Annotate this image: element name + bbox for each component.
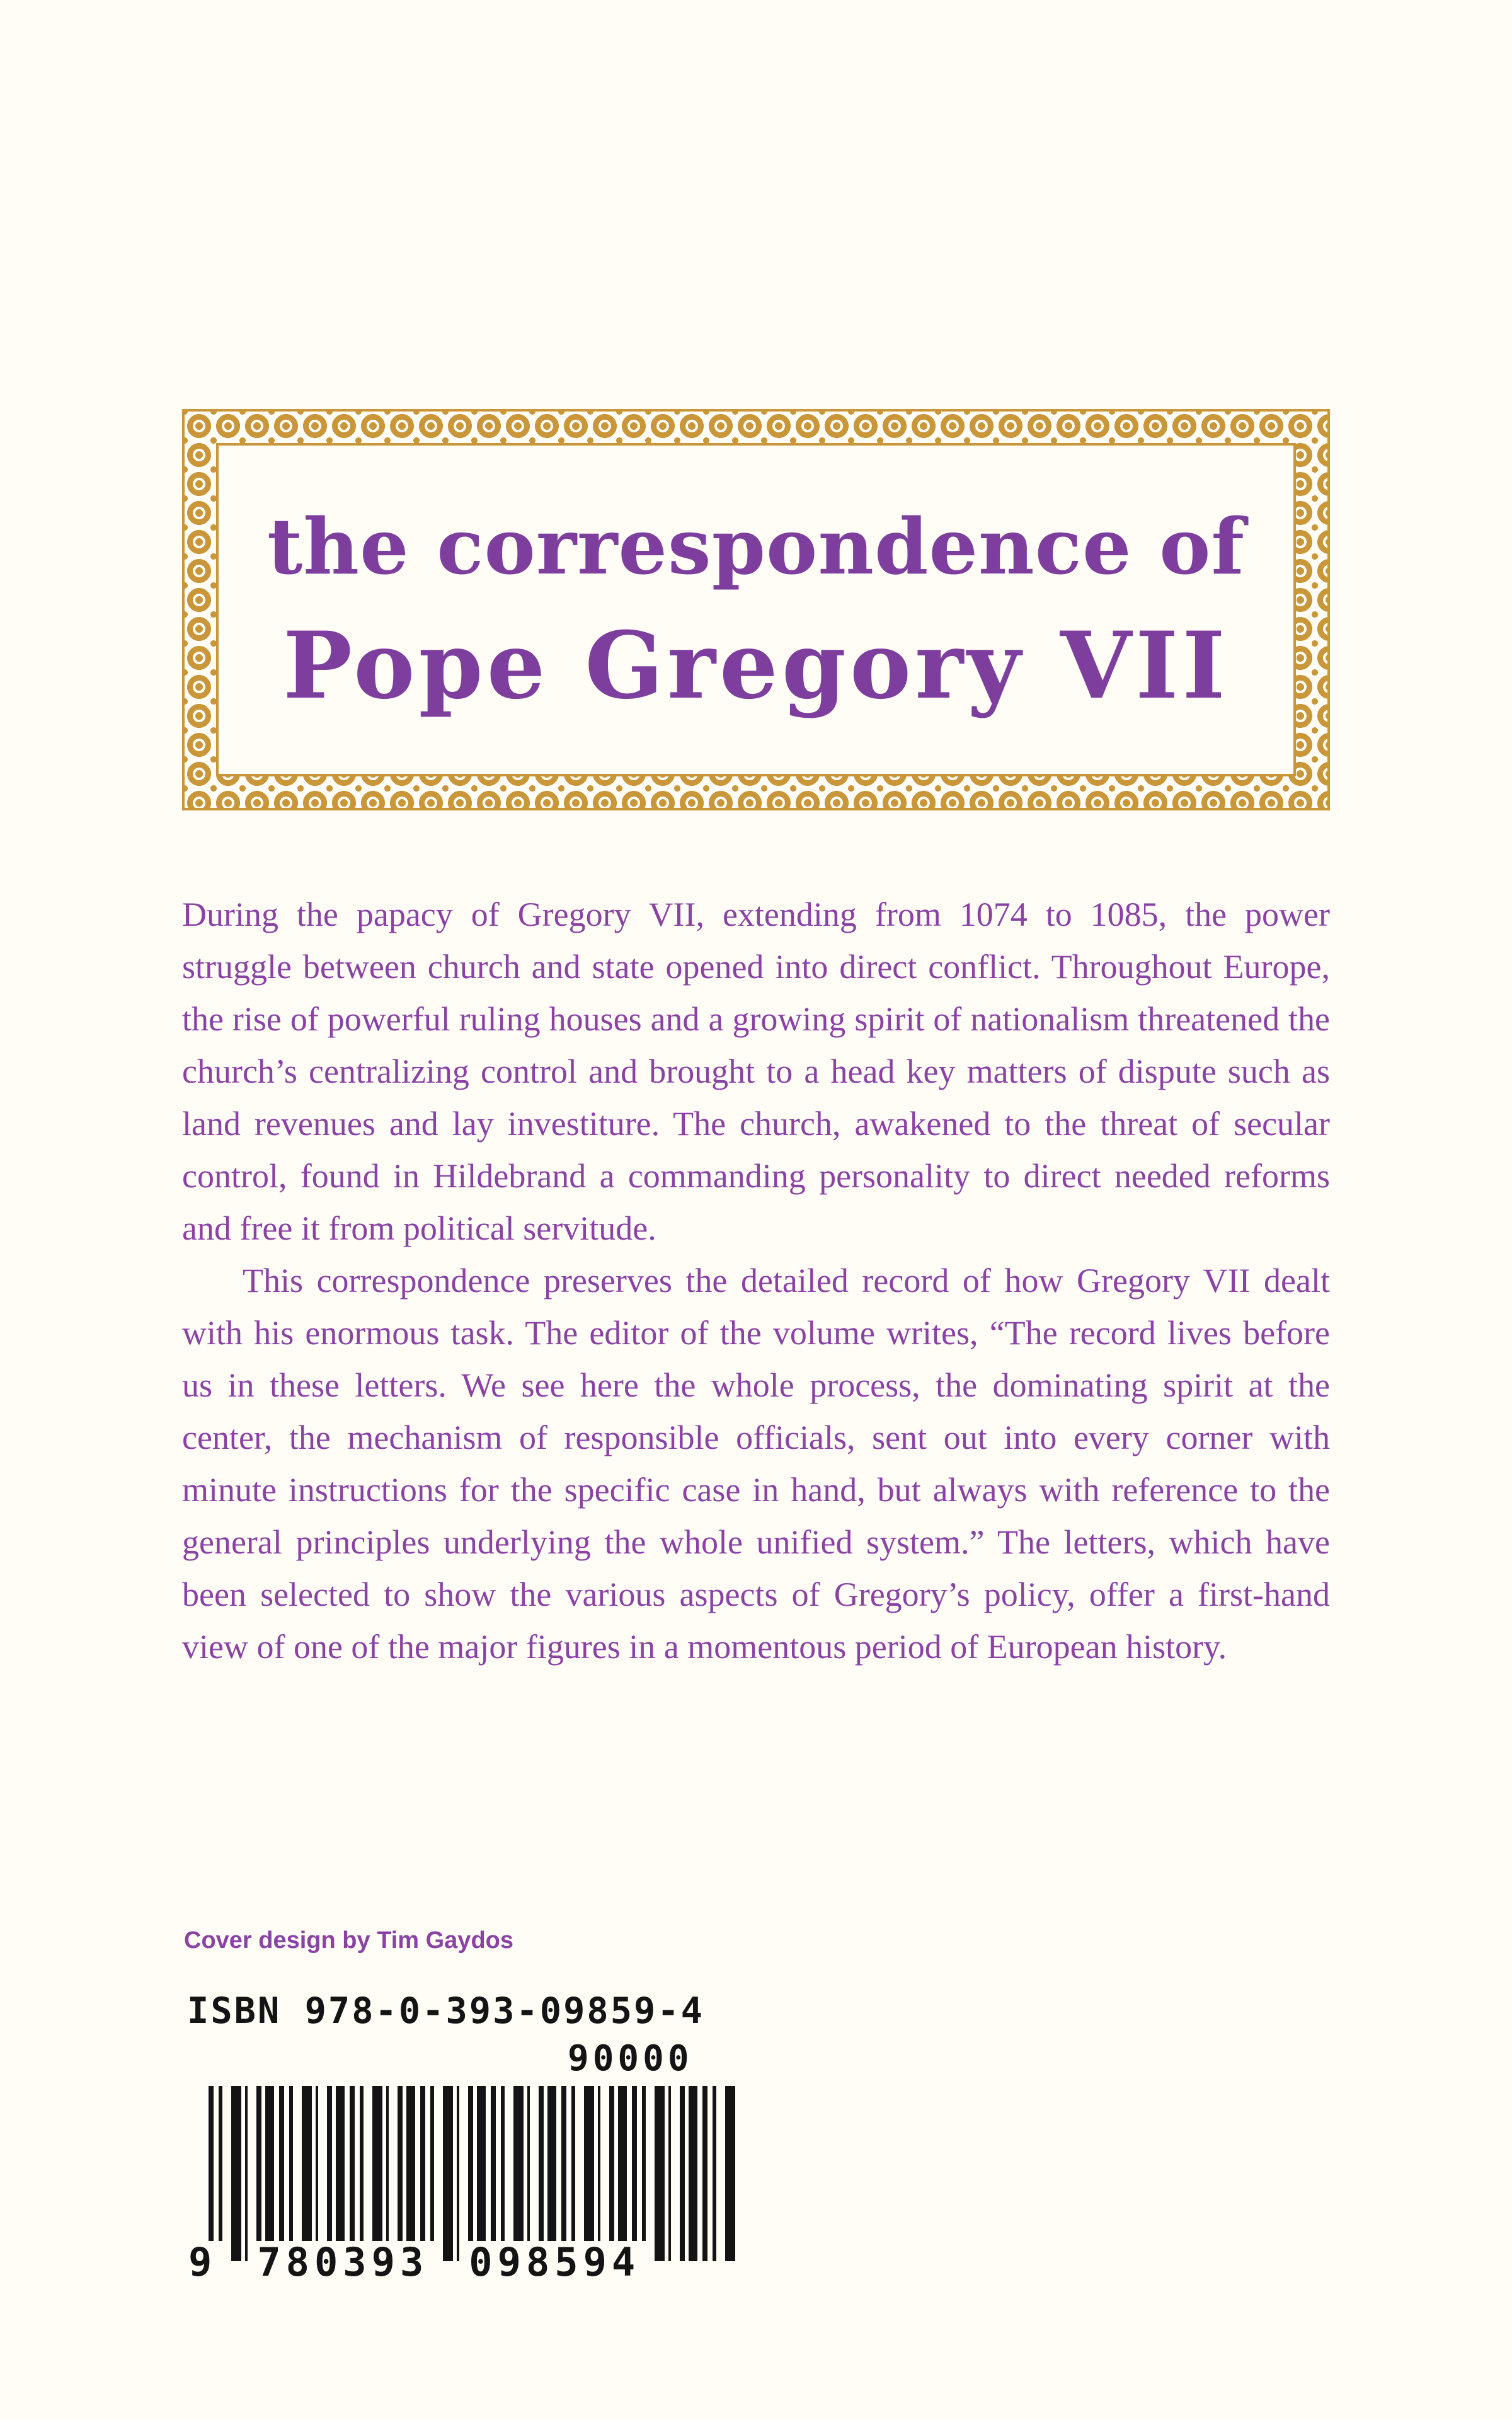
barcode-bars — [209, 2086, 738, 2261]
barcode-digit-group-2: 780393 — [251, 2241, 435, 2284]
barcode-digit-group-1: 9 — [182, 2241, 223, 2284]
title-frame-inner — [216, 443, 1296, 776]
barcode-digit-group-3: 098594 — [462, 2241, 646, 2284]
book-title-line1: the correspondence of — [267, 500, 1245, 592]
barcode-digits — [182, 2241, 749, 2284]
isbn-barcode-block — [182, 1990, 774, 2356]
blurb-paragraph-2: This correspondence preserves the detailed record of how Gregory VII dealt with his enormous task. The editor of the volume writes, “The record lives before us in these letters. We see here the whole process, the dominating spirit at the center, the mechanism of responsible officials, sent out into every corner with minute instructions for the specific case in hand, but always with reference to the general principles underlying the whole unified system.” The letters, which have been selected to show the various aspects of Gregory’s policy, offer a first-hand view of one of the major figures in a momentous period of European history. — [182, 1262, 1330, 1666]
back-cover-blurb — [182, 889, 1330, 1673]
isbn-label: ISBN 978-0-393-09859-4 — [187, 1990, 704, 2032]
blurb-paragraph-1: During the papacy of Gregory VII, extending from 1074 to 1085, the power struggle between church and state opened into direct conflict. Throughout Europe, the rise of powerful ruling houses and a growing spirit of nationalism threatened the church’s centralizing control and brought to a head key matters of dispute such as land revenues and lay investiture. The church, awakened to the threat of secular control, found in Hildebrand a commanding personality to direct needed reforms and free it from political servitude. — [182, 896, 1330, 1247]
ornamental-title-frame — [182, 409, 1330, 810]
barcode-price-supplement: 90000 — [568, 2038, 693, 2079]
book-title-line2: Pope Gregory VII — [283, 611, 1229, 720]
cover-design-credit: Cover design by Tim Gaydos — [184, 1927, 514, 1954]
